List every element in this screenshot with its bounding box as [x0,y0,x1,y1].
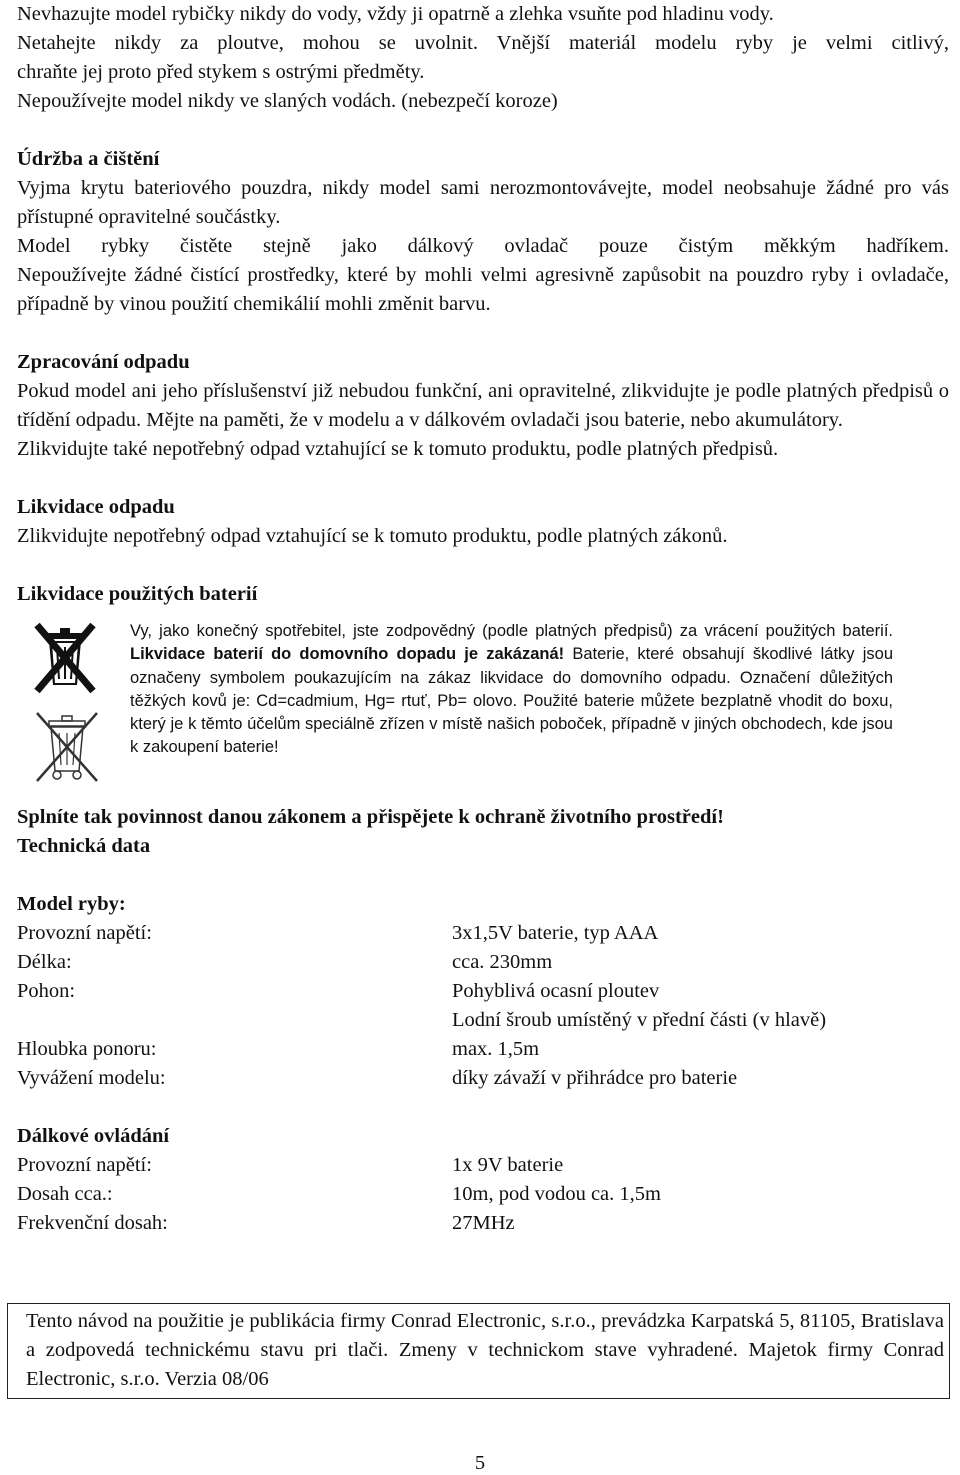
battery-text-warning: Likvidace baterií do domovního dopadu je zakázaná! [130,645,565,664]
intro-line-4: Nepoužívejte model nikdy ve slaných vodách. (nebezpečí koroze) [17,90,558,112]
waste-processing-heading: Zpracování odpadu [17,351,190,373]
spec-label: Délka: [17,951,72,973]
closing-statement: Splníte tak povinnost danou zákonem a přispějete k ochraně životního prostředí! [17,806,724,828]
battery-disposal-text [130,620,893,760]
spec-row [17,948,949,977]
spec-label: Dosah cca.: [17,1183,113,1205]
remote-control-heading: Dálkové ovládání [17,1125,170,1147]
waste-processing-paragraph-1: Pokud model ani jeho příslušenství již nebudou funkční, ani opravitelné, zlikvidujte je podle platných předpisů o třídění odpadu. Mějte na paměti, že v modelu a v dálkovém ovladači jsou baterie, nebo akumulátory. [17,380,949,431]
spec-row [17,1180,949,1209]
publisher-footer-text: Tento návod na použitie je publikácia firmy Conrad Electronic, s.r.o., prevádzka Karpatská 5, 81105, Bratislava a zodpovedá technickému stavu pri tlači. Zmeny v technickom stave vyhradené. Majetok firmy Conrad Electronic, s.r.o. Verzia 08/06 [26,1310,944,1390]
spec-label: Hloubka ponoru: [17,1038,157,1060]
spec-label: Frekvenční dosah: [17,1212,168,1234]
spec-value: 10m, pod vodou ca. 1,5m [452,1183,661,1205]
spec-row [17,1064,949,1093]
spec-label: Vyvážení modelu: [17,1067,166,1089]
intro-line-2: Netahejte nikdy za ploutve, mohou se uvolnit. Vnější materiál modelu ryby je velmi citlivý, [17,32,949,54]
spec-value: Pohyblivá ocasní ploutev [452,980,660,1002]
spec-row [17,977,949,1006]
spec-value: 1x 9V baterie [452,1154,564,1176]
battery-symbols [21,615,121,785]
spec-value: max. 1,5m [452,1038,540,1060]
spec-label: Pohon: [17,980,76,1002]
spec-value: 3x1,5V baterie, typ AAA [452,922,659,944]
waste-disposal-heading: Likvidace odpadu [17,496,175,518]
technical-data [17,890,949,1238]
technical-data-heading: Technická data [17,835,151,857]
spec-value: Lodní šroub umístěný v přední části (v hlavě) [452,1009,827,1031]
fish-model-heading: Model ryby: [17,893,126,915]
waste-disposal-paragraph: Zlikvidujte nepotřebný odpad vztahující se k tomuto produktu, podle platných zákonů. [17,525,728,547]
battery-disposal-heading: Likvidace použitých baterií [17,583,258,605]
spec-value: díky závaží v přihrádce pro baterie [452,1067,738,1089]
document-page [17,0,949,1238]
spec-row [17,1035,949,1064]
publisher-footer-box [7,1303,950,1399]
intro-line-3: chraňte jej proto před stykem s ostrými předměty. [17,61,425,83]
battery-text-part-b: Baterie, které obsahují škodlivé látky jsou označeny symbolem poukazujícím na zákaz likvidace do domovního odpadu. Označení důležitých těžkých kovů je: Cd=cadmium, Hg= rtuť, Pb= olovo. Použité baterie můžete bezplatně vhodit do boxu, který je k těmto účelům speciálně zřízen v místě našich poboček, případně v jiných obchodech, kde jsou k zakoupení baterie! [130,645,893,757]
maintenance-paragraph-3: Nepoužívejte žádné čistící prostředky, které by mohli velmi agresivně zapůsobit na pouzdro ryby i ovladače, případně by vinou použití chemikálií mohli změnit barvu. [17,264,949,315]
maintenance-paragraph-2: Model rybky čistěte stejně jako dálkový ovladač pouze čistým měkkým hadříkem. [17,235,949,257]
battery-disposal-block [17,615,949,787]
spec-row [17,1151,949,1180]
maintenance-heading: Údržba a čištění [17,148,160,170]
waste-processing-paragraph-2: Zlikvidujte také nepotřebný odpad vztahující se k tomuto produktu, podle platných předpisů. [17,438,779,460]
crossed-bin-black-icon [25,619,105,697]
spec-row [17,1209,949,1238]
battery-text-part-a: Vy, jako konečný spotřebitel, jste zodpovědný (podle platných předpisů) za vrácení použitých baterií. [130,622,893,640]
spec-value: cca. 230mm [452,951,553,973]
page-number: 5 [474,1452,486,1474]
spec-label: Provozní napětí: [17,922,152,944]
maintenance-paragraph-1: Vyjma krytu bateriového pouzdra, nikdy model sami nerozmontovávejte, model neobsahuje žádné pro vás přístupné opravitelné součástky. [17,177,949,228]
spec-label: Provozní napětí: [17,1154,152,1176]
intro-line-1: Nevhazujte model rybičky nikdy do vody, vždy ji opatrně a zlehka vsuňte pod hladinu vody. [17,3,774,25]
spec-value: 27MHz [452,1212,515,1234]
spec-row [17,1006,949,1035]
spec-row [17,919,949,948]
crossed-bin-outline-icon [27,707,107,785]
